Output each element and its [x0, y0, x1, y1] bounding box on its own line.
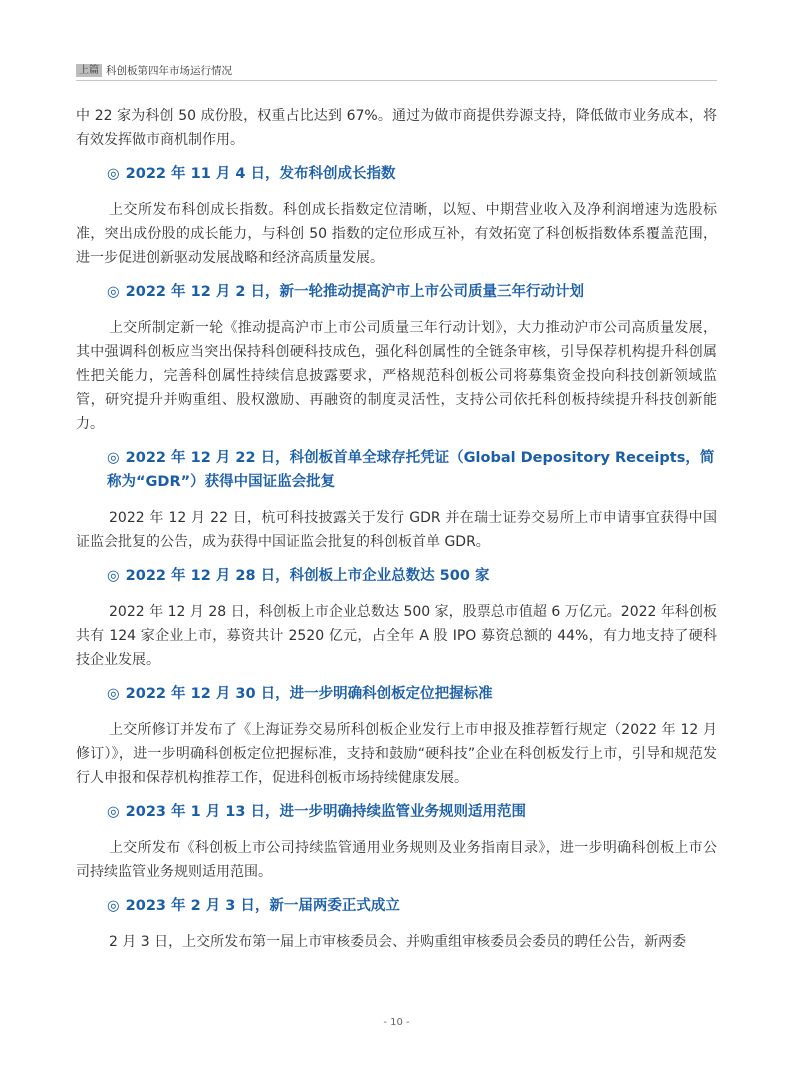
- block-spacer: [76, 304, 717, 316]
- block-spacer: [76, 152, 717, 162]
- event-heading-text: 2022 年 12 月 28 日，科创板上市企业总数达 500 家: [125, 568, 490, 584]
- body-paragraph: 上交所制定新一轮《推动提高沪市上市公司质量三年行动计划》，大力推动沪市公司高质量发展，其中强调科创板应当突出保持科创硬科技成色，强化科创属性的全链条审核，引导保荐机构提升科创属性把关能力，完善科创属性持续信息披露要求，严格规范科创板公司将募集资金投向科技创新领域监管，研究提升并购重组、股权激励、再融资的制度灵活性，支持公司依托科创板持续提升科技创新能力。: [76, 320, 717, 432]
- bullet-circle-icon: ◎: [107, 898, 120, 914]
- body-paragraph: 上交所修订并发布了《上海证券交易所科创板企业发行上市申报及推荐暂行规定（2022 年 12 月修订）》，进一步明确科创板定位把握标准，支持和鼓励“硬科技”企业在科创板发行上市，引导和规范发行人申报和保荐机构推荐工作，促进科创板市场持续健康发展。: [76, 722, 717, 786]
- block-spacer: [76, 884, 717, 894]
- header-divider: [76, 80, 717, 81]
- running-header-title: 科创板第四年市场运行情况: [106, 64, 232, 77]
- body-paragraph: 中 22 家为科创 50 成份股，权重占比达到 67%。通过为做市商提供券源支持，降低做市业务成本，将有效发挥做市商机制作用。: [76, 108, 717, 148]
- block-spacer: [76, 672, 717, 682]
- event-heading: [76, 800, 717, 824]
- block-spacer: [76, 706, 717, 718]
- event-heading: [76, 280, 717, 304]
- body-paragraph: 2022 年 12 月 22 日，杭可科技披露关于发行 GDR 并在瑞士证券交易所上市申请事宜获得中国证监会批复的公告，成为获得中国证监会批复的科创板首单 GDR。: [76, 510, 717, 550]
- event-heading-text: 2022 年 12 月 30 日，进一步明确科创板定位把握标准: [125, 686, 493, 702]
- running-header: [76, 62, 232, 78]
- block-spacer: [76, 186, 717, 198]
- body-paragraph: 上交所发布《科创板上市公司持续监管通用业务规则及业务指南目录》，进一步明确科创板上市公司持续监管业务规则适用范围。: [76, 840, 717, 880]
- event-heading: [76, 564, 717, 588]
- page-body: [76, 104, 717, 954]
- event-heading-text: 2023 年 1 月 13 日，进一步明确持续监管业务规则适用范围: [125, 804, 527, 820]
- block-spacer: [76, 790, 717, 800]
- block-spacer: [76, 824, 717, 836]
- event-heading-text: 2022 年 11 月 4 日，发布科创成长指数: [125, 166, 396, 182]
- event-heading: [76, 682, 717, 706]
- bullet-circle-icon: ◎: [107, 166, 120, 182]
- bullet-circle-icon: ◎: [107, 804, 120, 820]
- event-heading-text: 2022 年 12 月 2 日，新一轮推动提高沪市上市公司质量三年行动计划: [125, 284, 585, 300]
- body-paragraph: 上交所发布科创成长指数。科创成长指数定位清晰，以短、中期营业收入及净利润增速为选股标准，突出成份股的成长能力，与科创 50 指数的定位形成互补，有效拓宽了科创板指数体系覆盖范围，进一步促进创新驱动发展战略和经济高质量发展。: [76, 202, 717, 266]
- bullet-circle-icon: ◎: [107, 686, 120, 702]
- page-number: - 10 -: [383, 1017, 410, 1028]
- body-paragraph: 2022 年 12 月 28 日，科创板上市企业总数达 500 家，股票总市值超 6 万亿元。2022 年科创板共有 124 家企业上市，募资共计 2520 亿元，占全年 A 股 IPO 募资总额的 44%，有力地支持了硬科技企业发展。: [76, 604, 717, 668]
- bullet-circle-icon: ◎: [107, 568, 120, 584]
- event-heading: [76, 894, 717, 918]
- bullet-circle-icon: ◎: [107, 450, 120, 466]
- event-heading-text: 2023 年 2 月 3 日，新一届两委正式成立: [125, 898, 400, 914]
- block-spacer: [76, 588, 717, 600]
- event-heading: [76, 162, 717, 186]
- block-spacer: [76, 270, 717, 280]
- event-heading: [76, 446, 717, 494]
- event-heading-text: 2022 年 12 月 22 日，科创板首单全球存托凭证（Global Depository Receipts，简称为“GDR”）获得中国证监会批复: [107, 450, 715, 490]
- block-spacer: [76, 436, 717, 446]
- block-spacer: [76, 494, 717, 506]
- section-tag: 上篇: [76, 64, 102, 77]
- block-spacer: [76, 918, 717, 930]
- body-paragraph: 2 月 3 日，上交所发布第一届上市审核委员会、并购重组审核委员会委员的聘任公告，新两委: [109, 934, 687, 950]
- block-spacer: [76, 554, 717, 564]
- bullet-circle-icon: ◎: [107, 284, 120, 300]
